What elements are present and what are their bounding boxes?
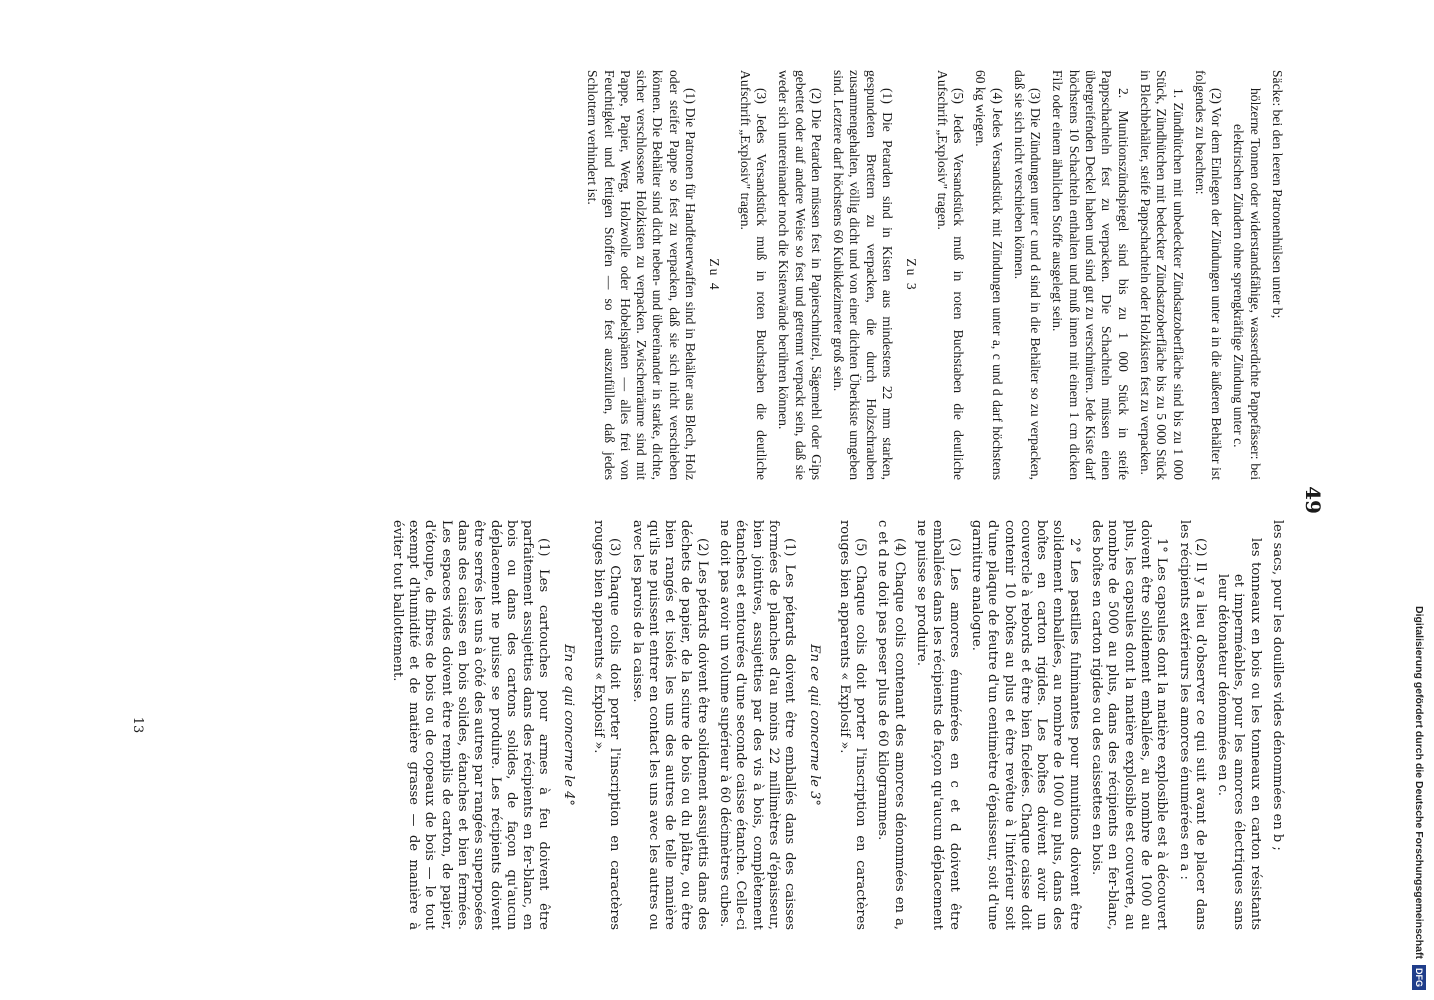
german-paragraph: (1) Die Patronen für Handfeuerwaffen sind in Behälter aus Blech, Holz oder steifer Pappe so fest zu verpacken, daß sie sich nicht verschieben können. Die Behälter sind dicht neben- und übereinander in starke, dichte, sicher verschlossene Holzkisten zu verpacken. Zwischenräume sind mit Pappe, Papier, Werg, Holzwolle oder Hobelspänen — alles frei von Feuchtigkeit und fettigen Stoffen — so fest auszufüllen, daß jedes Schlottern verhindert ist. <box>585 70 699 480</box>
german-section-title: Zu 3 <box>904 258 920 292</box>
page-header <box>1285 50 1355 950</box>
german-column <box>578 70 1285 480</box>
french-paragraph: (4) Chaque colis contenant des amorces dénommées en a, c et d ne doit pas peser plus de 60 kilogrammes. <box>875 520 907 930</box>
german-paragraph: (2) Die Petarden müssen fest in Papierschnitzel, Sägemehl oder Gips gebettet oder auf andere Weise so fest und getrennt verpackt sein, daß sie weder sich untereinander noch die Kistenwände berühren können. <box>776 70 824 480</box>
german-paragraph: Säcke: bei den leeren Patronenhülsen unter b; <box>1270 70 1285 319</box>
french-paragraph: (1) Les pétards doivent être emballés dans des caisses formées de planches d'au moins 22 millimètres d'épaisseur, bien jointives, assujetties par des vis à bois, complètement étanches et entourées d'une seconde caisse étanche. Celle-ci ne doit pas avoir un volume supérieur à 60 décimètres cubes. <box>717 520 798 930</box>
page-number: 49 <box>1301 486 1325 514</box>
digitization-note <box>1408 10 1430 990</box>
german-paragraph: (2) Vor dem Einlegen der Zündungen unter a in die äußeren Behälter ist folgendes zu beachten: <box>1192 70 1225 480</box>
german-section-title: Zu 4 <box>707 258 723 292</box>
german-paragraph: hölzerne Tonnen oder widerstandsfähige, wasserdichte Pappefässer: bei elektrischen Zündern ohne sprengkräftige Zündung unter c. <box>1231 88 1263 480</box>
dfg-logo: DFG <box>1412 965 1426 990</box>
french-paragraph: les sacs, pour les douilles vides dénommées en b ; <box>1270 520 1285 851</box>
german-paragraph: (5) Jedes Versandstück muß in roten Buchstaben die deutliche Aufschrift „Explosiv" tragen. <box>934 70 966 480</box>
footer-page-number: 13 <box>130 716 145 734</box>
german-paragraph: (3) Jedes Versandstück muß in roten Buchstaben die deutliche Aufschrift „Explosiv" tragen. <box>737 70 769 480</box>
french-paragraph: (5) Chaque colis doit porter l'inscription en caractères rouges bien apparents « Explosif ». <box>836 520 869 930</box>
french-paragraph: 2° Les pastilles fulminantes pour munitions doivent être solidement emballées, au nombre de 1000 au plus, dans des boîtes en carton rigides. Les boîtes doivent avoir un couvercle à rebords et être bien ficelées. Chaque caisse doit contenir 10 boîtes au plus et être revêtue à l'intérieur soit d'une plaque de feutre d'un centimètre d'épaisseur, soit d'une garniture analogue. <box>968 520 1082 930</box>
french-section-title: En ce qui concerne le 3° <box>806 644 822 806</box>
german-paragraph: (1) Die Petarden sind in Kisten aus mindestens 22 mm starken, gespundeten Brettern zu verpacken, die durch Holzschrauben zusammengehalten, völlig dicht und von einer dichten Überkiste umgeben sind. Letztere darf höchstens 60 Kubikdezimeter groß sein. <box>831 70 896 480</box>
french-paragraph: (2) Les pétards doivent être solidement assujettis dans des déchets de papier, de la sciure de bois ou du plâtre, ou être bien rangés et isolés les uns des autres de telle manière qu'ils ne puissent entrer en contact les uns avec les autres ou avec les parois de la caisse. <box>629 520 710 930</box>
french-paragraph: 1° Les capsules dont la matière explosible est à découvert doivent être solidement emballées, au nombre de 1000 au plus, les capsules dont la matière explosible est couverte, au nombre de 5000 au plus, dans des récipients en fer-blanc, des boîtes en carton rigides ou des caissettes en bois. <box>1089 520 1170 930</box>
german-paragraph: (4) Jedes Versandstück mit Zündungen unter a, c und d darf höchstens 60 kg wiegen. <box>973 70 1005 480</box>
german-paragraph: 1. Zündhütchen mit unbedeckter Zündsatzoberfläche sind bis zu 1 000 Stück, Zündhütchen mit bedeckter Zündsatzoberfläche bis zu 5 000 Stück in Blechbehälter, steife Pappschachteln oder Holzkisten fest zu verpacken. <box>1137 70 1186 480</box>
french-paragraph: (1) Les cartouches pour armes à feu doivent être parfaitement assujetties dans des récipients en fer-blanc, en bois ou dans des cartons solides, de façon qu'aucun déplacement ne puisse se produire. Les récipients doivent être serrés les uns à côté des autres par rangées superposées dans des caisses en bois solides, étanches et bien fermées. Les espaces vides doivent être remplis de carton, de papier, d'étoupe, de fibres de bois ou de copeaux de bois — le tout exempt d'humidité et de matière grasse — de manière à éviter tout ballottement. <box>389 520 552 930</box>
french-paragraph: (3) Chaque colis doit porter l'inscription en caractères rouges bien apparents « Explosif ». <box>591 520 623 930</box>
french-column <box>382 520 1285 930</box>
scanned-page <box>120 50 1355 950</box>
french-section-title: En ce qui concerne le 4° <box>560 644 576 806</box>
french-paragraph: (2) Il y a lieu d'observer ce qui suit avant de placer dans les récipients extérieurs les amorces énumérées en a : <box>1176 520 1208 930</box>
german-paragraph: (3) Die Zündungen unter c und d sind in die Behälter so zu verpacken, daß sie sich nicht verschieben können. <box>1011 70 1044 480</box>
french-paragraph: (3) Les amorces énumérées en c et d doivent être emballées dans les récipients de façon qu'aucun déplacement ne puisse se produire. <box>914 520 962 930</box>
french-paragraph: les tonneaux en bois ou les tonneaux en carton résistants et imperméables, pour les amorces électriques sans leur détonateur dénommées en c. <box>1215 538 1263 930</box>
digitization-note-text: Digitalisierung gefördert durch die Deutsche Forschungsgemeinschaft <box>1413 606 1425 959</box>
german-paragraph: 2. Munitionszündspiegel sind bis zu 1 000 Stück in steife Pappschachteln fest zu verpacken. Die Schachteln müssen einen übergreifenden Deckel haben und sind gut zu verschnüren. Jede Kiste darf höchstens 10 Schachteln enthalten und muß innen mit einem 1 cm dicken Filz oder einem ähnlichen Stoffe ausgelegt sein. <box>1050 70 1131 480</box>
